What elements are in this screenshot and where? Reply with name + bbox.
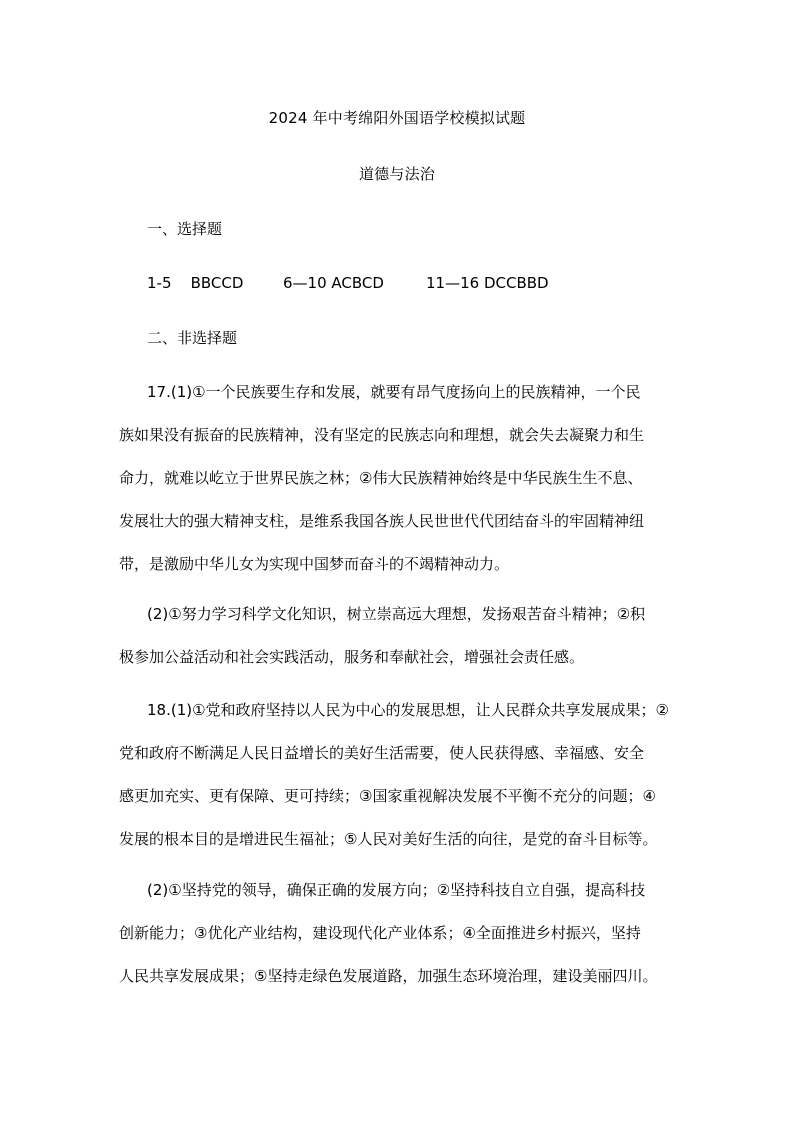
answer-18-part-2	[119, 880, 679, 1009]
section-heading-non-choice: 二、非选择题	[147, 329, 238, 347]
text-line: 发展的根本目的是增进民生福祉；⑤人民对美好生活的向往，是党的奋斗目标等。	[119, 830, 658, 848]
answer-18-part-1	[119, 700, 679, 872]
text-line: 带，是激励中华儿女为实现中国梦而奋斗的不竭精神动力。	[119, 555, 510, 573]
text-line: 党和政府不断满足人民日益增长的美好生活需要，使人民获得感、幸福感、安全	[119, 744, 645, 762]
subject-subtitle: 道德与法治	[358, 165, 435, 183]
answer-group-11-16: 11—16 DCCBBD	[426, 274, 549, 292]
text-line: 17.(1)①一个民族要生存和发展，就要有昂气度扬向上的民族精神，一个民	[147, 383, 641, 401]
text-line: (2)①努力学习科学文化知识，树立崇高远大理想，发扬艰苦奋斗精神；②积	[147, 605, 646, 623]
text-line: 极参加公益活动和社会实践活动，服务和奉献社会，增强社会责任感。	[119, 648, 585, 666]
multiple-choice-answers	[147, 273, 549, 293]
text-line: 人民共享发展成果；⑤坚持走绿色发展道路，加强生态环境治理，建设美丽四川。	[119, 967, 658, 985]
text-line: 18.(1)①党和政府坚持以人民为中心的发展思想，让人民群众共享发展成果；②	[147, 701, 670, 719]
page-title: 2024 年中考绵阳外国语学校模拟试题	[268, 109, 526, 127]
text-line: 族如果没有振奋的民族精神，没有坚定的民族志向和理想，就会失去凝聚力和生	[119, 426, 645, 444]
text-line: 感更加充实、更有保障、更可持续；③国家重视解决发展不平衡不充分的问题；④	[119, 787, 656, 805]
answer-17-part-1	[119, 382, 679, 597]
section-heading-multiple-choice: 一、选择题	[147, 220, 223, 238]
answer-group-1-5: 1-5 BBCCD	[147, 274, 244, 292]
answer-17-part-2	[119, 604, 679, 690]
text-line: 命力，就难以屹立于世界民族之林；②伟大民族精神始终是中华民族生生不息、	[119, 469, 643, 487]
text-line: 发展壮大的强大精神支柱，是维系我国各族人民世世代代团结奋斗的牢固精神纽	[119, 512, 645, 530]
answer-group-6-10: 6—10 ACBCD	[283, 274, 384, 292]
text-line: 创新能力；③优化产业结构，建设现代化产业体系；④全面推进乡村振兴，坚持	[119, 924, 641, 942]
text-line: (2)①坚持党的领导，确保正确的发展方向；②坚持科技自立自强，提高科技	[147, 881, 646, 899]
